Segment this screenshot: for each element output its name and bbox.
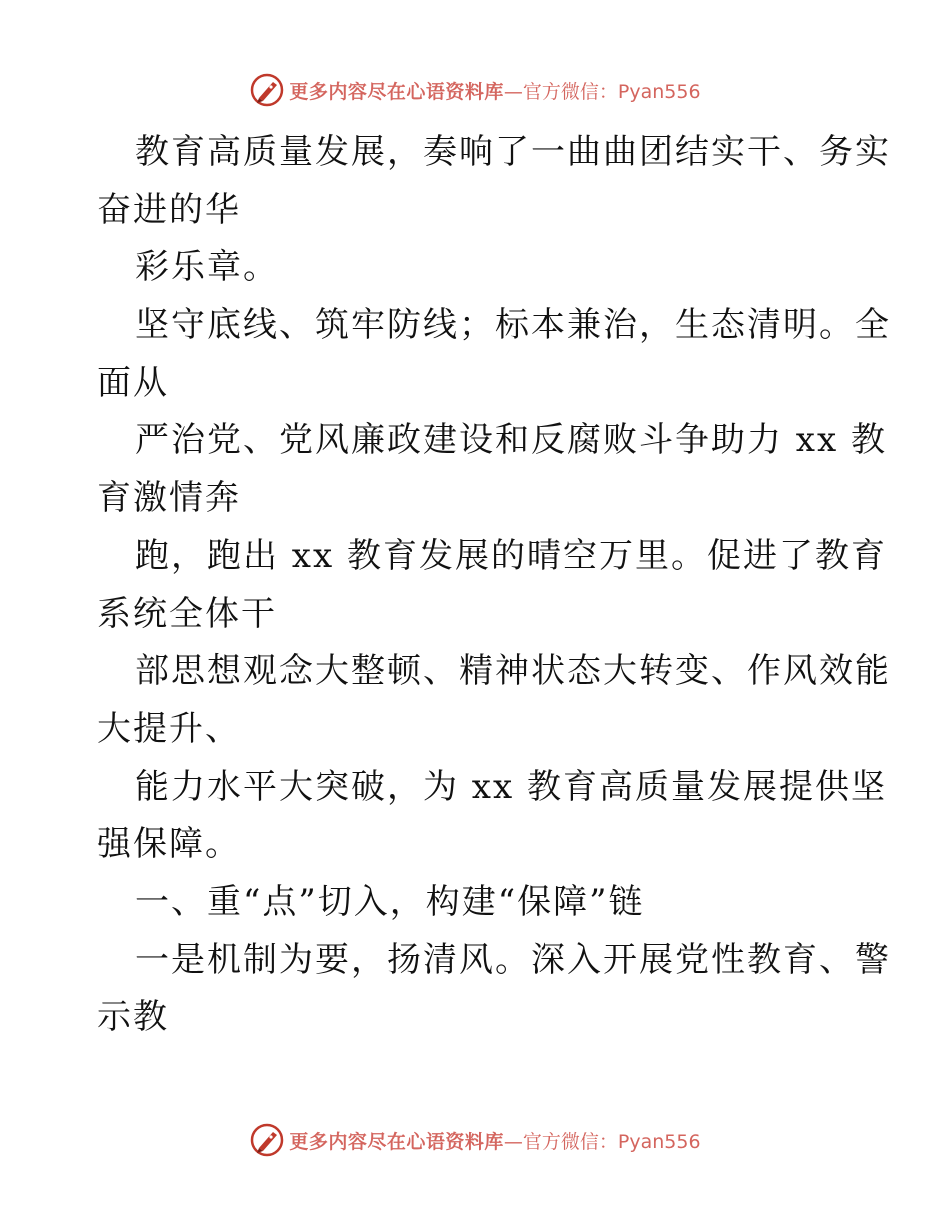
document-body bbox=[97, 124, 891, 1047]
text-line: 奋进的华 bbox=[97, 189, 241, 230]
section-heading: 一、重“点”切入，构建“保障”链 bbox=[135, 881, 645, 922]
text-line: 示教 bbox=[97, 997, 169, 1038]
watermark-text: 更多内容尽在心语资料库 bbox=[289, 80, 504, 103]
text-line: 部思想观念大整顿、精神状态大转变、作风效能 bbox=[135, 651, 891, 692]
text-line: 强保障。 bbox=[97, 824, 241, 865]
text-line: 彩乐章。 bbox=[135, 247, 279, 288]
text-line: 系统全体干 bbox=[97, 593, 277, 634]
watermark-text: 更多内容尽在心语资料库 bbox=[289, 1130, 504, 1153]
footer-watermark bbox=[0, 1120, 950, 1160]
text-line: 大提升、 bbox=[97, 708, 241, 749]
text-line: 坚守底线、筑牢防线；标本兼治，生态清明。全 bbox=[135, 305, 891, 346]
watermark-suffix: —官方微信：Pyan556 bbox=[503, 1130, 701, 1153]
text-line: 一是机制为要，扬清风。深入开展党性教育、警 bbox=[135, 939, 891, 980]
watermark-suffix: —官方微信：Pyan556 bbox=[503, 80, 701, 103]
pen-logo-icon bbox=[249, 72, 285, 108]
text-line: 跑，跑出 xx 教育发展的晴空万里。促进了教育 bbox=[135, 535, 887, 576]
text-line: 能力水平大突破，为 xx 教育高质量发展提供坚 bbox=[135, 766, 887, 807]
pen-logo-icon bbox=[249, 1122, 285, 1158]
text-line: 严治党、党风廉政建设和反腐败斗争助力 xx 教 bbox=[135, 420, 887, 461]
text-line: 面从 bbox=[97, 362, 169, 403]
text-line: 育激情奔 bbox=[97, 478, 241, 519]
header-watermark bbox=[0, 70, 950, 110]
text-line: 教育高质量发展，奏响了一曲曲团结实干、务实 bbox=[135, 132, 891, 172]
